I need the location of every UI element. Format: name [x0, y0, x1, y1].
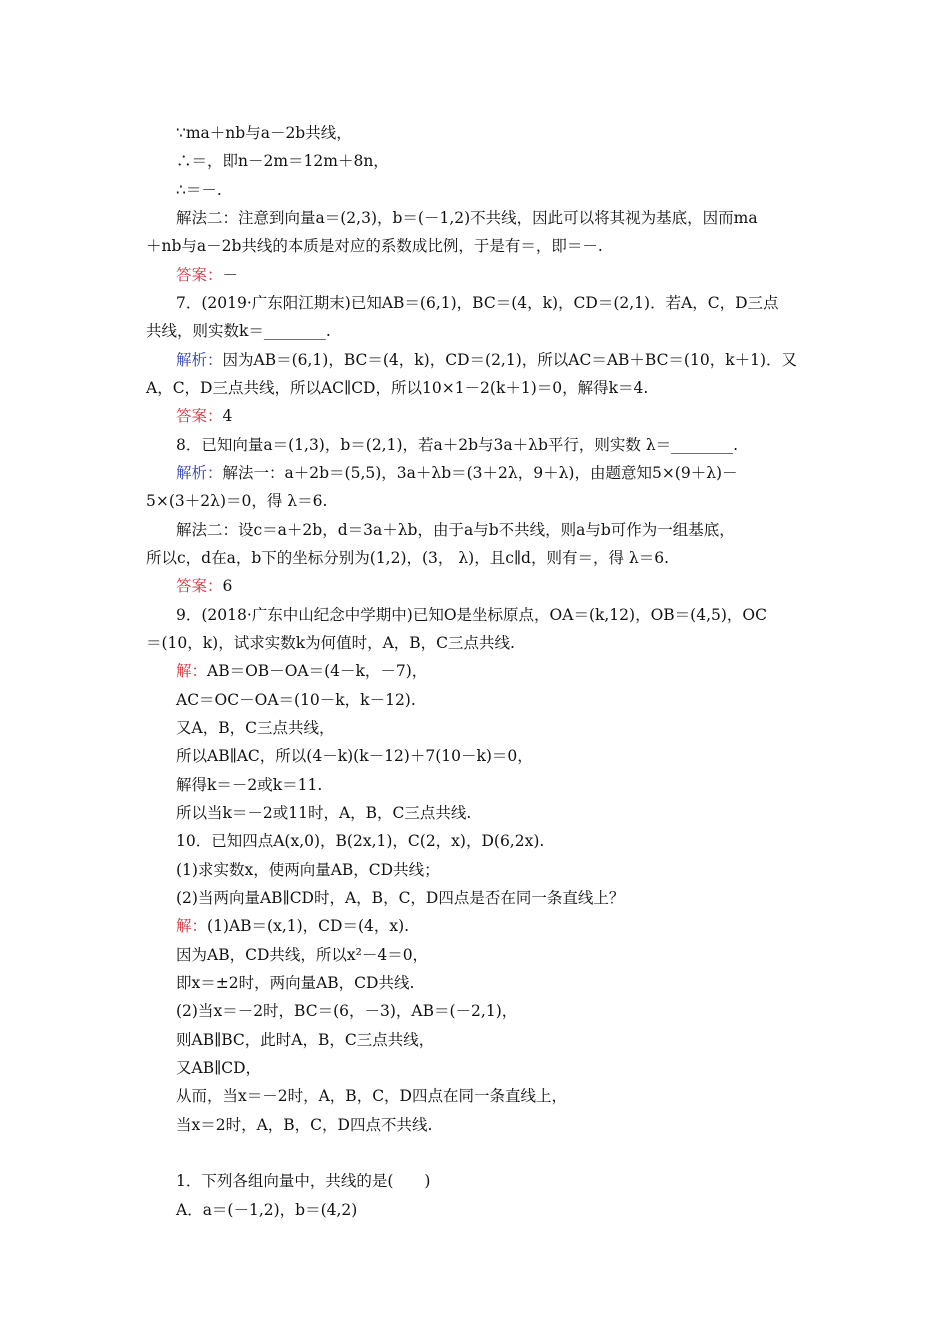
line-text: 10．已知四点A(x,0)，B(2x,1)，C(2，x)，D(6,2x). [176, 832, 545, 850]
text-line [176, 463, 738, 483]
text-line [176, 1030, 434, 1050]
line-text: 解法二：设c＝a＋2b，d＝3a＋λb，由于a与b不共线，则a与b可作为一组基底， [176, 521, 735, 539]
line-text: 则AB∥BC，此时A，B，C三点共线， [176, 1031, 435, 1049]
text-line [176, 718, 334, 738]
text-line [176, 661, 427, 681]
line-text: 8．已知向量a＝(1,3)，b＝(2,1)，若a＋2b与3a＋λb平行，则实数 λ＝________. [176, 436, 739, 454]
text-line [176, 916, 409, 936]
analysis-label: 解析： [176, 351, 223, 369]
line-text: 即x＝±2时，两向量AB，CD共线. [176, 974, 415, 992]
line-text: A．a＝(－1,2)，b＝(4,2) [176, 1201, 358, 1219]
line-text: 从而，当x＝－2时，A，B，C，D四点在同一条直线上， [176, 1087, 567, 1105]
line-text: 因为AB，CD共线，所以x²－4＝0， [176, 946, 429, 964]
line-text: ∵ma＋nb与a－2b共线， [176, 124, 352, 142]
text-line [176, 746, 533, 766]
line-text: (2)当两向量AB∥CD时，A，B，C，D四点是否在同一条直线上？ [176, 889, 625, 907]
analysis-label: 解析： [176, 464, 223, 482]
line-text: 4 [222, 407, 233, 425]
line-text: 1．下列各组向量中，共线的是( ) [176, 1172, 431, 1190]
text-line [146, 548, 669, 568]
line-text: 6 [222, 577, 233, 595]
line-text: 5×(3＋2λ)＝0，得 λ＝6. [146, 492, 328, 510]
line-text: 解得k＝－2或k＝11. [176, 776, 323, 794]
text-line [176, 293, 779, 313]
answer-label: 答案： [176, 577, 223, 595]
text-line [176, 888, 624, 908]
line-text: (1)求实数x，使两向量AB，CD共线； [176, 861, 440, 879]
line-text: ∴＝－. [176, 181, 222, 199]
line-text: AB＝OB－OA＝(4－k，－7)， [207, 662, 428, 680]
text-line [176, 1200, 357, 1220]
line-text: ∴＝，即n－2m＝12m＋8n， [176, 152, 389, 170]
solution-label: 解： [176, 917, 208, 935]
line-text: 共线，则实数k＝________. [146, 322, 331, 340]
line-text: ＝(10，k)，试求实数k为何值时，A，B，C三点共线. [146, 634, 515, 652]
text-line [176, 1171, 430, 1191]
line-text: － [222, 266, 239, 284]
text-line [176, 860, 440, 880]
text-line [146, 321, 331, 341]
text-line [176, 123, 352, 143]
line-text: 7．(2019·广东阳江期末)已知AB＝(6,1)，BC＝(4，k)，CD＝(2,1)．若A，C，D三点 [176, 294, 779, 312]
text-line [176, 945, 428, 965]
line-text: (2)当x＝－2时，BC＝(6，－3)，AB＝(－2,1)， [176, 1002, 518, 1020]
text-line [176, 1115, 432, 1135]
line-text: 因为AB＝(6,1)，BC＝(4，k)，CD＝(2,1)，所以AC＝AB＋BC＝(10，k＋1)．又 [222, 351, 798, 369]
text-line [176, 1001, 517, 1021]
text-line [176, 1058, 261, 1078]
text-line [176, 265, 238, 285]
text-line [176, 435, 738, 455]
text-line [146, 378, 648, 398]
answer-label: 答案： [176, 266, 223, 284]
text-line [176, 208, 758, 228]
text-line [176, 180, 222, 200]
line-text: 所以当k＝－2或11时，A，B，C三点共线. [176, 804, 472, 822]
text-line [176, 151, 389, 171]
line-text: AC＝OC－OA＝(10－k，k－12). [176, 691, 416, 709]
text-line [146, 633, 515, 653]
text-line [146, 236, 603, 256]
text-line [176, 973, 414, 993]
line-text: 所以c，d在a，b下的坐标分别为(1,2)，(3， λ)，且c∥d，则有＝，得 λ＝6. [146, 549, 670, 567]
text-line [146, 491, 327, 511]
line-text: 解法一：a＋2b＝(5,5)，3a＋λb＝(3＋2λ，9＋λ)，由题意知5×(9＋λ)－ [222, 464, 738, 482]
solution-label: 解： [176, 662, 208, 680]
text-line [176, 690, 416, 710]
text-line [176, 775, 322, 795]
line-text: 当x＝2时，A，B，C，D四点不共线. [176, 1116, 433, 1134]
line-text: (1)AB＝(x,1)，CD＝(4，x). [207, 917, 410, 935]
text-line [176, 350, 797, 370]
text-line [176, 520, 735, 540]
text-line [176, 803, 471, 823]
line-text: 所以AB∥AC，所以(4－k)(k－12)＋7(10－k)＝0， [176, 747, 533, 765]
text-line [176, 1086, 567, 1106]
answer-label: 答案： [176, 407, 223, 425]
text-line [176, 576, 232, 596]
text-line [176, 406, 232, 426]
line-text: 又AB∥CD， [176, 1059, 262, 1077]
line-text: 9．(2018·广东中山纪念中学期中)已知O是坐标原点，OA＝(k,12)，OB＝(4,5)，OC [176, 606, 767, 624]
line-text: A，C，D三点共线，所以AC∥CD，所以10×1－2(k＋1)＝0，解得k＝4. [146, 379, 649, 397]
line-text: 又A，B，C三点共线， [176, 719, 335, 737]
text-line [176, 605, 767, 625]
line-text: 解法二：注意到向量a＝(2,3)，b＝(－1,2)不共线，因此可以将其视为基底，因而ma [176, 209, 758, 227]
text-line [176, 831, 544, 851]
line-text: ＋nb与a－2b共线的本质是对应的系数成比例，于是有＝，即＝－. [146, 237, 603, 255]
